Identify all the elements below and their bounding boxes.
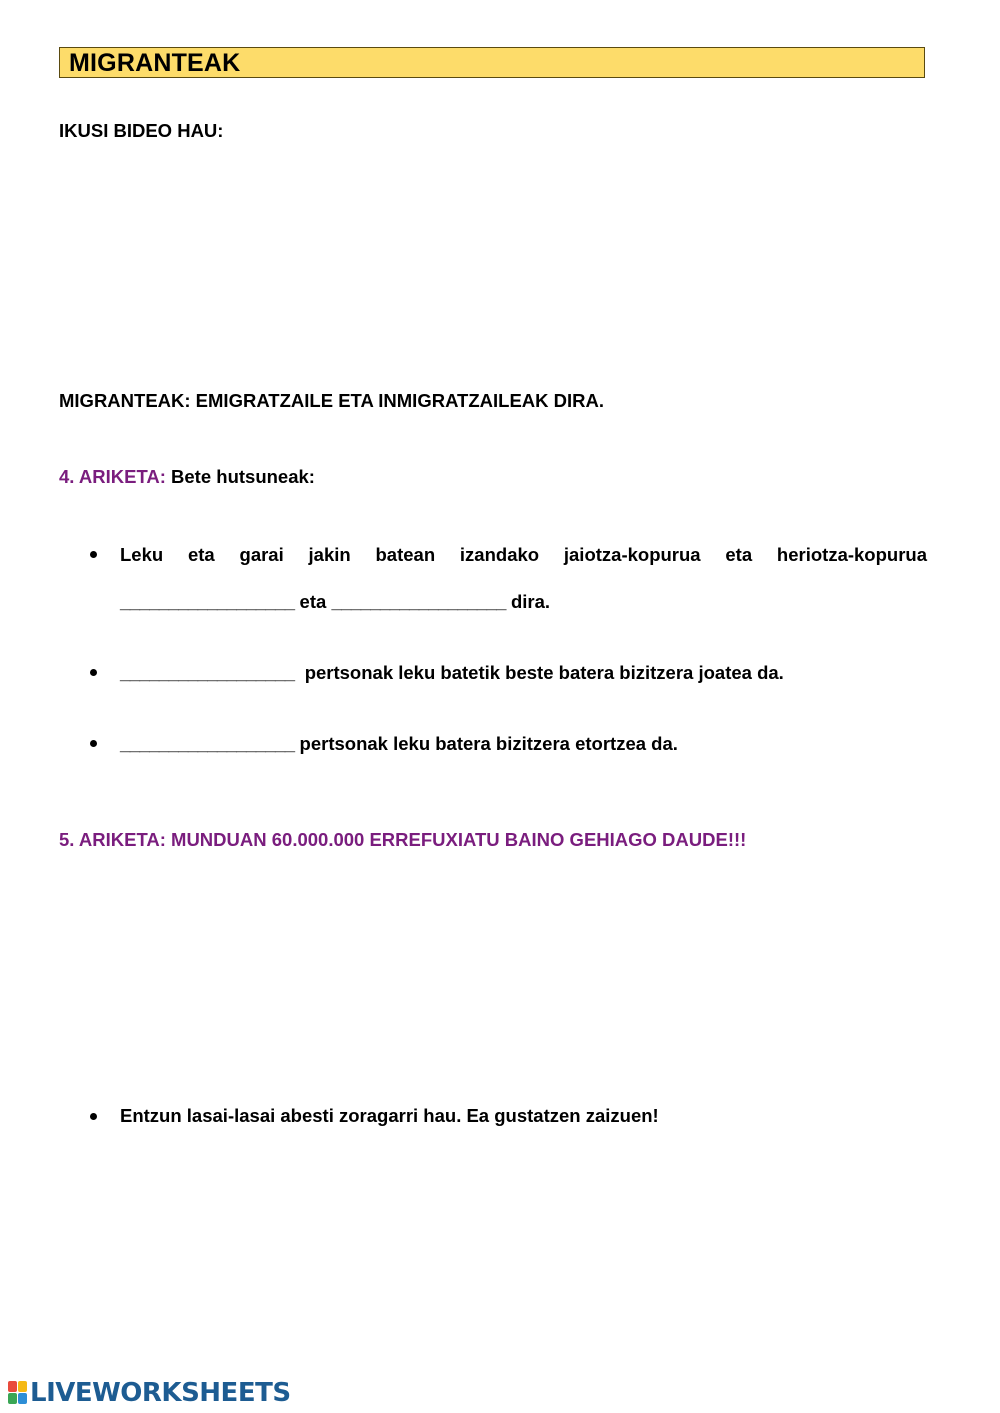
- title-banner: [59, 47, 925, 78]
- logo-blocks-icon: [8, 1381, 28, 1405]
- liveworksheets-logo[interactable]: [8, 1378, 291, 1408]
- exercise4-item3: [120, 733, 678, 755]
- song-item: Entzun lasai-lasai abesti zoragarri hau. Ea gustatzen zaizuen!: [120, 1105, 659, 1126]
- bullet-icon: [90, 669, 97, 676]
- fill-blank[interactable]: __________________: [120, 733, 295, 754]
- exercise4-heading: [59, 466, 315, 488]
- exercise5-heading: 5. ARIKETA: MUNDUAN 60.000.000 ERREFUXIATU BAINO GEHIAGO DAUDE!!!: [59, 829, 747, 850]
- exercise5-area: [59, 865, 925, 1085]
- logo-text: LIVEWORKSHEETS: [30, 1378, 291, 1408]
- connector-text: eta: [299, 591, 327, 612]
- exercise4-label: 4. ARIKETA:: [59, 466, 166, 487]
- exercise4-item1-line1: Leku eta garai jakin batean izandako jaiotza-kopurua eta heriotza-kopurua: [120, 544, 927, 565]
- video-area: [59, 155, 925, 370]
- exercise4-item2: [120, 662, 784, 684]
- item-text: pertsonak leku batetik beste batera bizitzera joatea da.: [304, 662, 784, 683]
- video-prompt: IKUSI BIDEO HAU:: [59, 120, 224, 141]
- bullet-icon: [90, 551, 97, 558]
- item-text: pertsonak leku batera bizitzera etortzea da.: [299, 733, 678, 754]
- fill-blank[interactable]: __________________: [120, 591, 295, 612]
- fill-blank[interactable]: __________________: [331, 591, 506, 612]
- ending-text: dira.: [510, 591, 551, 612]
- bullet-icon: [90, 1113, 97, 1120]
- page-title: MIGRANTEAK: [69, 49, 241, 77]
- bullet-icon: [90, 740, 97, 747]
- exercise4-item1-line2: [120, 591, 550, 613]
- fill-blank[interactable]: __________________: [120, 662, 295, 683]
- exercise4-instruction: Bete hutsuneak:: [171, 466, 315, 487]
- definition-text: MIGRANTEAK: EMIGRATZAILE ETA INMIGRATZAILEAK DIRA.: [59, 390, 605, 411]
